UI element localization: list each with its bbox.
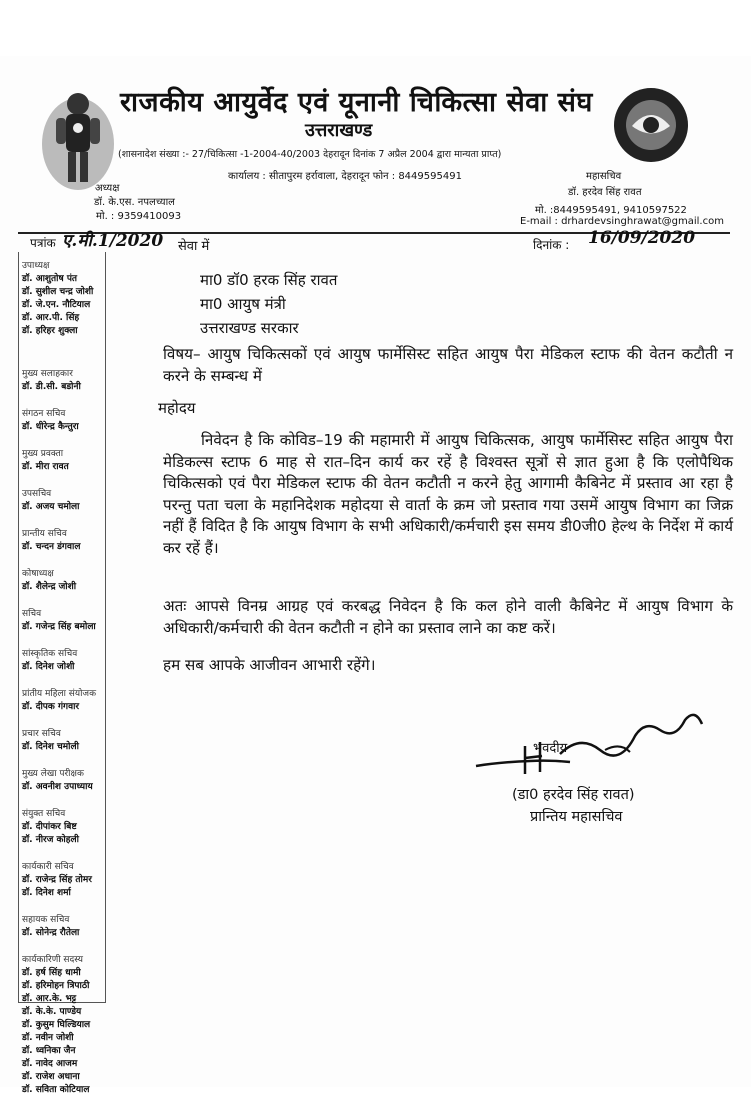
sidebar-member-name: डॉ. सोनेन्द्र रौतेला xyxy=(22,928,80,938)
sidebar-member-name: डॉ. नीरज कोहली xyxy=(22,835,79,845)
secretary-title: महासचिव xyxy=(586,171,622,182)
ref-value: ए.मी.1/2020 xyxy=(62,231,164,251)
sidebar-group xyxy=(22,446,106,472)
sidebar-role: कार्यकारिणी सदस्य xyxy=(22,955,84,965)
sidebar-member-name: डॉ. सुशील चन्द्र जोशी xyxy=(22,287,94,297)
sidebar-member-name: डॉ. शैलेन्द्र जोशी xyxy=(22,582,77,592)
seva-mein: सेवा में xyxy=(178,239,210,254)
sidebar-role: कोषाध्यक्ष xyxy=(22,569,54,579)
sidebar-member-name: डॉ. हरिमोहन त्रिपाठी xyxy=(22,981,90,991)
salutation: महोदय xyxy=(158,399,196,417)
signatory-designation: प्रान्तिय महासचिव xyxy=(530,809,623,825)
sidebar-group xyxy=(22,912,106,938)
sidebar-member-name: डॉ. आर.के. भट्ट xyxy=(22,994,77,1004)
sidebar-group xyxy=(22,806,106,845)
addressee-line-1: मा0 डॉ0 हरक सिंह रावत xyxy=(200,271,338,289)
sidebar-member-name: डॉ. दिनेश शर्मा xyxy=(22,888,71,898)
sidebar-member-name: डॉ. हरिहर शुक्ला xyxy=(22,326,78,336)
deity-logo-icon xyxy=(38,84,118,194)
sidebar-role: प्रचार सचिव xyxy=(22,729,61,739)
sidebar-role: कार्यकारी सचिव xyxy=(22,862,74,872)
sidebar-member-name: डॉ. नवीन जोशी xyxy=(22,1033,74,1043)
sidebar-member-name: डॉ. अजय चमोला xyxy=(22,502,80,512)
secretary-name: डॉ. हरदेव सिंह रावत xyxy=(568,187,642,198)
sidebar-member-name: डॉ. नावेद आजम xyxy=(22,1059,78,1069)
sidebar-group xyxy=(22,646,106,672)
sidebar-group xyxy=(22,406,106,432)
addressee-line-3: उत्तराखण्ड सरकार xyxy=(200,319,299,337)
paragraph-1: निवेदन है कि कोविड–19 की महामारी में आयुष चिकित्सक, आयुष फार्मेसिस्ट सहित आयुष पैरा मेडिकल्स स्टाफ 6 माह से रात–दिन कार्य कर रहें है विश्वस्त सूत्रों से ज्ञात हुआ है कि एलोपैथिक चिकित्सको एवं पैरा मेडिकल स्टाफ की वेतन कटौती न करने हेतु आगामी कैबिनेट में प्रस्ताव आ रहा है परन्तु पता चला के महानिदेशक महोदया से वार्ता के क्रम जो प्रस्ताव गया उसमें आयुष विभाग का जिक्र नहीं हैं विदित है कि आयुष विभाग के सभी अधिकारी/कर्मचारी इस समय डी0जी0 हेल्थ के निर्देश में कार्य कर रहें हैं। xyxy=(163,431,733,557)
date-label: दिनांक : xyxy=(533,238,570,252)
sidebar-group xyxy=(22,486,106,512)
president-phone: मो. : 9359410093 xyxy=(96,211,182,222)
sidebar-member-name: डॉ. धीरेन्द्र कैन्तुरा xyxy=(22,422,79,432)
org-name: राजकीय आयुर्वेद एवं यूनानी चिकित्सा सेवा संघ xyxy=(120,87,593,118)
sidebar-member-name: डॉ. जे.एन. नौटियाल xyxy=(22,300,91,310)
sidebar-member-name: डॉ. सविता कोटियाल xyxy=(22,1085,90,1095)
closing: भवदीय xyxy=(533,741,568,756)
sidebar-group xyxy=(22,606,106,632)
sidebar-member-name: डॉ. ध्वनिका जैन xyxy=(22,1046,76,1056)
sidebar-member-name: डॉ. चन्दन डंगवाल xyxy=(22,542,81,552)
sidebar-member-name: डॉ. आर.पी. सिंह xyxy=(22,313,80,323)
sidebar-member-name: डॉ. अवनीश उपाध्याय xyxy=(22,782,93,792)
president-name: डॉ. के.एस. नपलच्याल xyxy=(94,197,175,208)
sidebar-group xyxy=(22,526,106,552)
sidebar-member-name: डॉ. दीपांकर बिष्ट xyxy=(22,822,77,832)
sidebar-member-name: डॉ. दीपक गंगवार xyxy=(22,702,80,712)
sidebar-member-name: डॉ. के.के. पाण्डेय xyxy=(22,1007,82,1017)
sidebar-member-name: डॉ. गजेन्द्र सिंह बमोला xyxy=(22,622,96,632)
office-bearers-sidebar xyxy=(22,258,106,1109)
sidebar-member-name: डॉ. राजेन्द्र सिंह तोमर xyxy=(22,875,92,885)
sidebar-role: उपाध्यक्ष xyxy=(22,261,50,271)
email-line: E-mail : drhardevsinghrawat@gmail.com xyxy=(520,216,724,227)
sidebar-group xyxy=(22,566,106,592)
addressee-line-2: मा0 आयुष मंत्री xyxy=(200,295,286,313)
sidebar-role: प्रांतीय महिला संयोजक xyxy=(22,689,97,699)
sidebar-member-name: डॉ. मीरा रावत xyxy=(22,462,69,472)
sidebar-member-name: डॉ. दिनेश जोशी xyxy=(22,662,75,672)
sidebar-role: मुख्य सलाहकार xyxy=(22,369,73,379)
sidebar-role: मुख्य लेखा परीक्षक xyxy=(22,769,84,779)
secretary-phone: मो. :8449595491, 9410597522 xyxy=(535,205,687,216)
sidebar-group xyxy=(22,366,106,392)
sidebar-role: उपसचिव xyxy=(22,489,52,499)
sidebar-group xyxy=(22,726,106,752)
sidebar-member-name: डॉ. दिनेश चमोली xyxy=(22,742,79,752)
sidebar-member-name: डॉ. राजेश अधाना xyxy=(22,1072,80,1082)
sidebar-member-name: डॉ. हर्ष सिंह धामी xyxy=(22,968,81,978)
signature-icon xyxy=(470,706,710,778)
subject-line: विषय– आयुष चिकित्सकों एवं आयुष फार्मेसिस्ट सहित आयुष पैरा मेडिकल स्टाफ की वेतन कटौती न करने के सम्बन्ध में xyxy=(163,345,733,385)
paragraph-2: अतः आपसे विनम्र आग्रह एवं करबद्ध निवेदन है कि कल होने वाली कैबिनेट में आयुष विभाग के अधिकारी/कर्मचारी की वेतन कटौती न होने का प्रस्ताव लाने का कष्ट करें। xyxy=(163,597,733,637)
registration-line: (शासनादेश संख्या :- 27/चिकित्सा -1-2004-40/2003 देहरादून दिनांक 7 अप्रैल 2004 द्वारा मान्यता प्राप्त) xyxy=(118,149,502,160)
sidebar-role: सचिव xyxy=(22,609,42,619)
ref-label: पत्रांक xyxy=(30,236,56,250)
date-value: 16/09/2020 xyxy=(588,228,696,248)
office-line: कार्यालय : सीतापुरम हर्रावाला, देहरादून फोन : 8449595491 xyxy=(228,171,462,182)
org-state: उत्तराखण्ड xyxy=(305,120,373,141)
sidebar-group xyxy=(22,766,106,792)
president-title: अध्यक्ष xyxy=(95,183,120,194)
sidebar-role: प्रान्तीय सचिव xyxy=(22,529,67,539)
signatory-name: (डा0 हरदेव सिंह रावत) xyxy=(512,787,635,803)
sidebar-group xyxy=(22,686,106,712)
sidebar-member-name: डॉ. कुसुम घिल्डियाल xyxy=(22,1020,91,1030)
sidebar-role: सांस्कृतिक सचिव xyxy=(22,649,78,659)
sidebar-role: मुख्य प्रवक्ता xyxy=(22,449,64,459)
sidebar-role: संयुक्त सचिव xyxy=(22,809,66,819)
sidebar-role: सहायक सचिव xyxy=(22,915,70,925)
sidebar-group xyxy=(22,258,106,336)
emblem-logo-icon xyxy=(612,86,690,164)
sidebar-member-name: डॉ. डी.सी. बडोनी xyxy=(22,382,81,392)
sidebar-group xyxy=(22,952,106,1095)
sidebar-group xyxy=(22,859,106,898)
sidebar-member-name: डॉ. आशुतोष पंत xyxy=(22,274,78,284)
sidebar-role: संगठन सचिव xyxy=(22,409,66,419)
paragraph-3: हम सब आपके आजीवन आभारी रहेंगे। xyxy=(163,656,376,674)
